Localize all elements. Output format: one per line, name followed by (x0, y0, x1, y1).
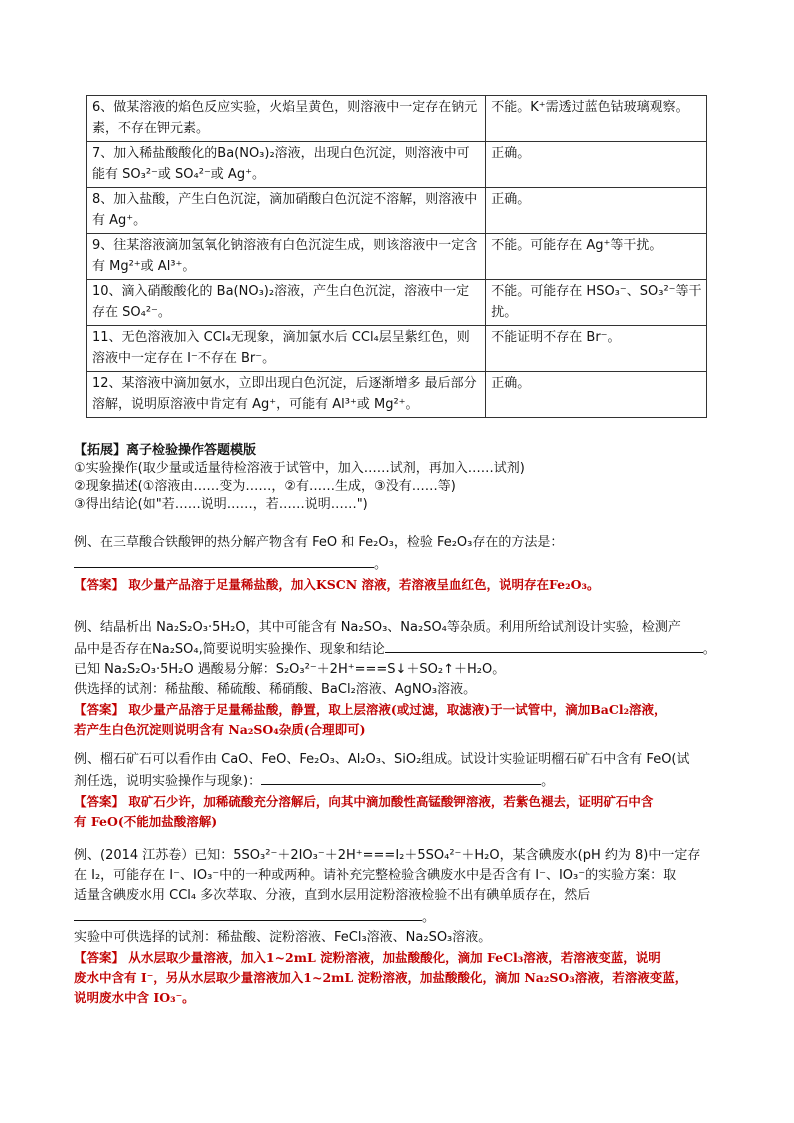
answer-cell: 不能。可能存在 HSO₃⁻、SO₃²⁻等干扰。 (486, 280, 707, 326)
judgement-table (86, 95, 707, 418)
template-step: ③得出结论(如"若……说明……，若……说明……") (74, 497, 368, 512)
question-text: 在 I₂，可能存在 I⁻、IO₃⁻中的一种或两种。请补充完整检验含碘废水中是否含有 I⁻、IO₃⁻的实验方案：取 (74, 868, 677, 883)
question-text: 供选择的试剂：稀盐酸、稀硫酸、稀硝酸、BaCl₂溶液、AgNO₃溶液。 (74, 682, 477, 697)
table-row (87, 234, 707, 280)
answer-text: 说明废水中含 IO₃⁻。 (74, 990, 195, 1005)
template-step: ②现象描述(①溶液由……变为……，②有……生成，③没有……等) (74, 479, 456, 494)
answer-cell: 正确。 (486, 142, 707, 188)
statement-cell: 6、做某溶液的焰色反应实验，火焰呈黄色，则溶液中一定存在钠元素，不存在钾元素。 (87, 96, 486, 142)
question-text: 例、结晶析出 Na₂S₂O₃·5H₂O，其中可能含有 Na₂SO₃、Na₂SO₄等杂质。利用所给试剂设计实验，检测产 (74, 620, 681, 635)
example-2: 例、结晶析出 Na₂S₂O₃·5H₂O，其中可能含有 Na₂SO₃、Na₂SO₄等杂质。利用所给试剂设计实验，检测产 品中是否存在Na₂SO₄,简要说明实验操作、现象和结论 。 已知 Na₂S₂O₃·5H₂O 遇酸易分解：S₂O₃²⁻＋2H⁺===S↓＋SO₂↑＋H₂O。 供选择的试剂：稀盐酸、稀硫酸、稀硝酸、BaCl₂溶液、AgNO₃溶液。 【答案】 取少量产品溶于足量稀盐酸，静置，取上层溶液(或过滤，取滤液)于一试管中，滴加BaCl₂溶液， 若产生白色沉淀则说明含有 Na₂SO₄杂质(合理即可) (74, 618, 734, 740)
statement-cell: 7、加入稀盐酸酸化的Ba(NO₃)₂溶液，出现白色沉淀，则溶液中可能有 SO₃²⁻或 SO₄²⁻或 Ag⁺。 (87, 142, 486, 188)
statement-cell: 9、往某溶液滴加氢氧化钠溶液有白色沉淀生成，则该溶液中一定含有 Mg²⁺或 Al³⁺。 (87, 234, 486, 280)
answer-text: 【答案】 取矿石少许，加稀硫酸充分溶解后，向其中滴加酸性高锰酸钾溶液，若紫色褪去，证明矿石中含 (74, 794, 654, 809)
table-row (87, 96, 707, 142)
example-3: 例、榴石矿石可以看作由 CaO、FeO、Fe₂O₃、Al₂O₃、SiO₂组成。试设计实验证明榴石矿石中含有 FeO(试 剂任选，说明实验操作与现象)： 。 【答案】 取矿石少许，加稀硫酸充分溶解后，向其中滴加酸性高锰酸钾溶液，若紫色褪去，证明矿石中含 有 FeO(不能加盐酸溶解) (74, 750, 734, 832)
statement-cell: 12、某溶液中滴加氨水，立即出现白色沉淀，后逐渐增多 最后部分溶解，说明原溶液中肯定有 Ag⁺，可能有 Al³⁺或 Mg²⁺。 (87, 372, 486, 418)
table-row (87, 280, 707, 326)
example-1: 例、在三草酸合铁酸钾的热分解产物含有 FeO 和 Fe₂O₃，检验 Fe₂O₃存在的方法是： 。 【答案】 取少量产品溶于足量稀盐酸，加入KSCN 溶液，若溶液呈血红色，说明存在Fe₂O₃。 (74, 533, 734, 595)
answer-blank[interactable] (74, 906, 422, 921)
table-row (87, 372, 707, 418)
answer-blank[interactable] (261, 770, 541, 785)
answer-blank[interactable] (74, 553, 374, 568)
answer-cell: 不能。可能存在 Ag⁺等干扰。 (486, 234, 707, 280)
question-text: 适量含碘废水用 CCl₄ 多次萃取、分液，直到水层用淀粉溶液检验不出有碘单质存在，然后 (74, 888, 591, 903)
question-text: 剂任选，说明实验操作与现象)： (74, 774, 262, 789)
table-row (87, 188, 707, 234)
question-text: 例、榴石矿石可以看作由 CaO、FeO、Fe₂O₃、Al₂O₃、SiO₂组成。试设计实验证明榴石矿石中含有 FeO(试 (74, 752, 690, 767)
answer-cell: 正确。 (486, 372, 707, 418)
statement-cell: 10、滴入硝酸酸化的 Ba(NO₃)₂溶液，产生白色沉淀，溶液中一定存在 SO₄²⁻。 (87, 280, 486, 326)
question-text: 已知 Na₂S₂O₃·5H₂O 遇酸易分解：S₂O₃²⁻＋2H⁺===S↓＋SO₂↑＋H₂O。 (74, 662, 506, 677)
table-row (87, 326, 707, 372)
answer-text: 有 FeO(不能加盐酸溶解) (74, 814, 218, 829)
answer-text: 【答案】 取少量产品溶于足量稀盐酸，加入KSCN 溶液，若溶液呈血红色，说明存在Fe₂O₃。 (74, 577, 600, 592)
statement-cell: 11、无色溶液加入 CCl₄无现象，滴加氯水后 CCl₄层呈紫红色，则溶液中一定存在 I⁻不存在 Br⁻。 (87, 326, 486, 372)
question-text: 实验中可供选择的试剂：稀盐酸、淀粉溶液、FeCl₃溶液、Na₂SO₃溶液。 (74, 930, 492, 945)
template-step: ①实验操作(取少量或适量待检溶液于试管中，加入……试剂，再加入……试剂) (74, 461, 525, 476)
answer-cell: 不能证明不存在 Br⁻。 (486, 326, 707, 372)
answer-cell: 正确。 (486, 188, 707, 234)
answer-text: 【答案】 从水层取少量溶液，加入1~2mL 淀粉溶液，加盐酸酸化，滴加 FeCl₃溶液，若溶液变蓝，说明 (74, 950, 661, 965)
statement-cell: 8、加入盐酸，产生白色沉淀，滴加硝酸白色沉淀不溶解，则溶液中有 Ag⁺。 (87, 188, 486, 234)
section-heading: 【拓展】离子检验操作答题模版 (74, 443, 257, 458)
answer-text: 废水中含有 I⁻，另从水层取少量溶液加入1~2mL 淀粉溶液，加盐酸酸化，滴加 Na₂SO₃溶液，若溶液变蓝， (74, 970, 688, 985)
answer-text: 【答案】 取少量产品溶于足量稀盐酸，静置，取上层溶液(或过滤，取滤液)于一试管中，滴加BaCl₂溶液， (74, 702, 667, 717)
extension-section (74, 442, 714, 514)
question-text: 例、(2014 江苏卷）已知：5SO₃²⁻＋2IO₃⁻＋2H⁺===I₂＋5SO₄²⁻＋H₂O，某含碘废水(pH 约为 8)中一定存 (74, 848, 701, 863)
answer-text: 若产生白色沉淀则说明含有 Na₂SO₄杂质(合理即可) (74, 722, 366, 737)
question-text: 例、在三草酸合铁酸钾的热分解产物含有 FeO 和 Fe₂O₃，检验 Fe₂O₃存在的方法是： (74, 535, 564, 550)
answer-cell: 不能。K⁺需透过蓝色钴玻璃观察。 (486, 96, 707, 142)
question-text: 品中是否存在Na₂SO₄,简要说明实验操作、现象和结论 (74, 642, 385, 657)
example-4: 例、(2014 江苏卷）已知：5SO₃²⁻＋2IO₃⁻＋2H⁺===I₂＋5SO₄²⁻＋H₂O，某含碘废水(pH 约为 8)中一定存 在 I₂，可能存在 I⁻、IO₃⁻中的一种或两种。请补充完整检验含碘废水中是否含有 I⁻、IO₃⁻的实验方案：取 适量含碘废水用 CCl₄ 多次萃取、分液，直到水层用淀粉溶液检验不出有碘单质存在，然后 。 实验中可供选择的试剂：稀盐酸、淀粉溶液、FeCl₃溶液、Na₂SO₃溶液。 【答案】 从水层取少量溶液，加入1~2mL 淀粉溶液，加盐酸酸化，滴加 FeCl₃溶液，若溶液变蓝，说明 废水中含有 I⁻，另从水层取少量溶液加入1~2mL 淀粉溶液，加盐酸酸化，滴加 Na₂SO₃溶液，若溶液变蓝， 说明废水中含 IO₃⁻。 (74, 846, 734, 1008)
answer-blank[interactable] (385, 638, 703, 653)
table-row (87, 142, 707, 188)
